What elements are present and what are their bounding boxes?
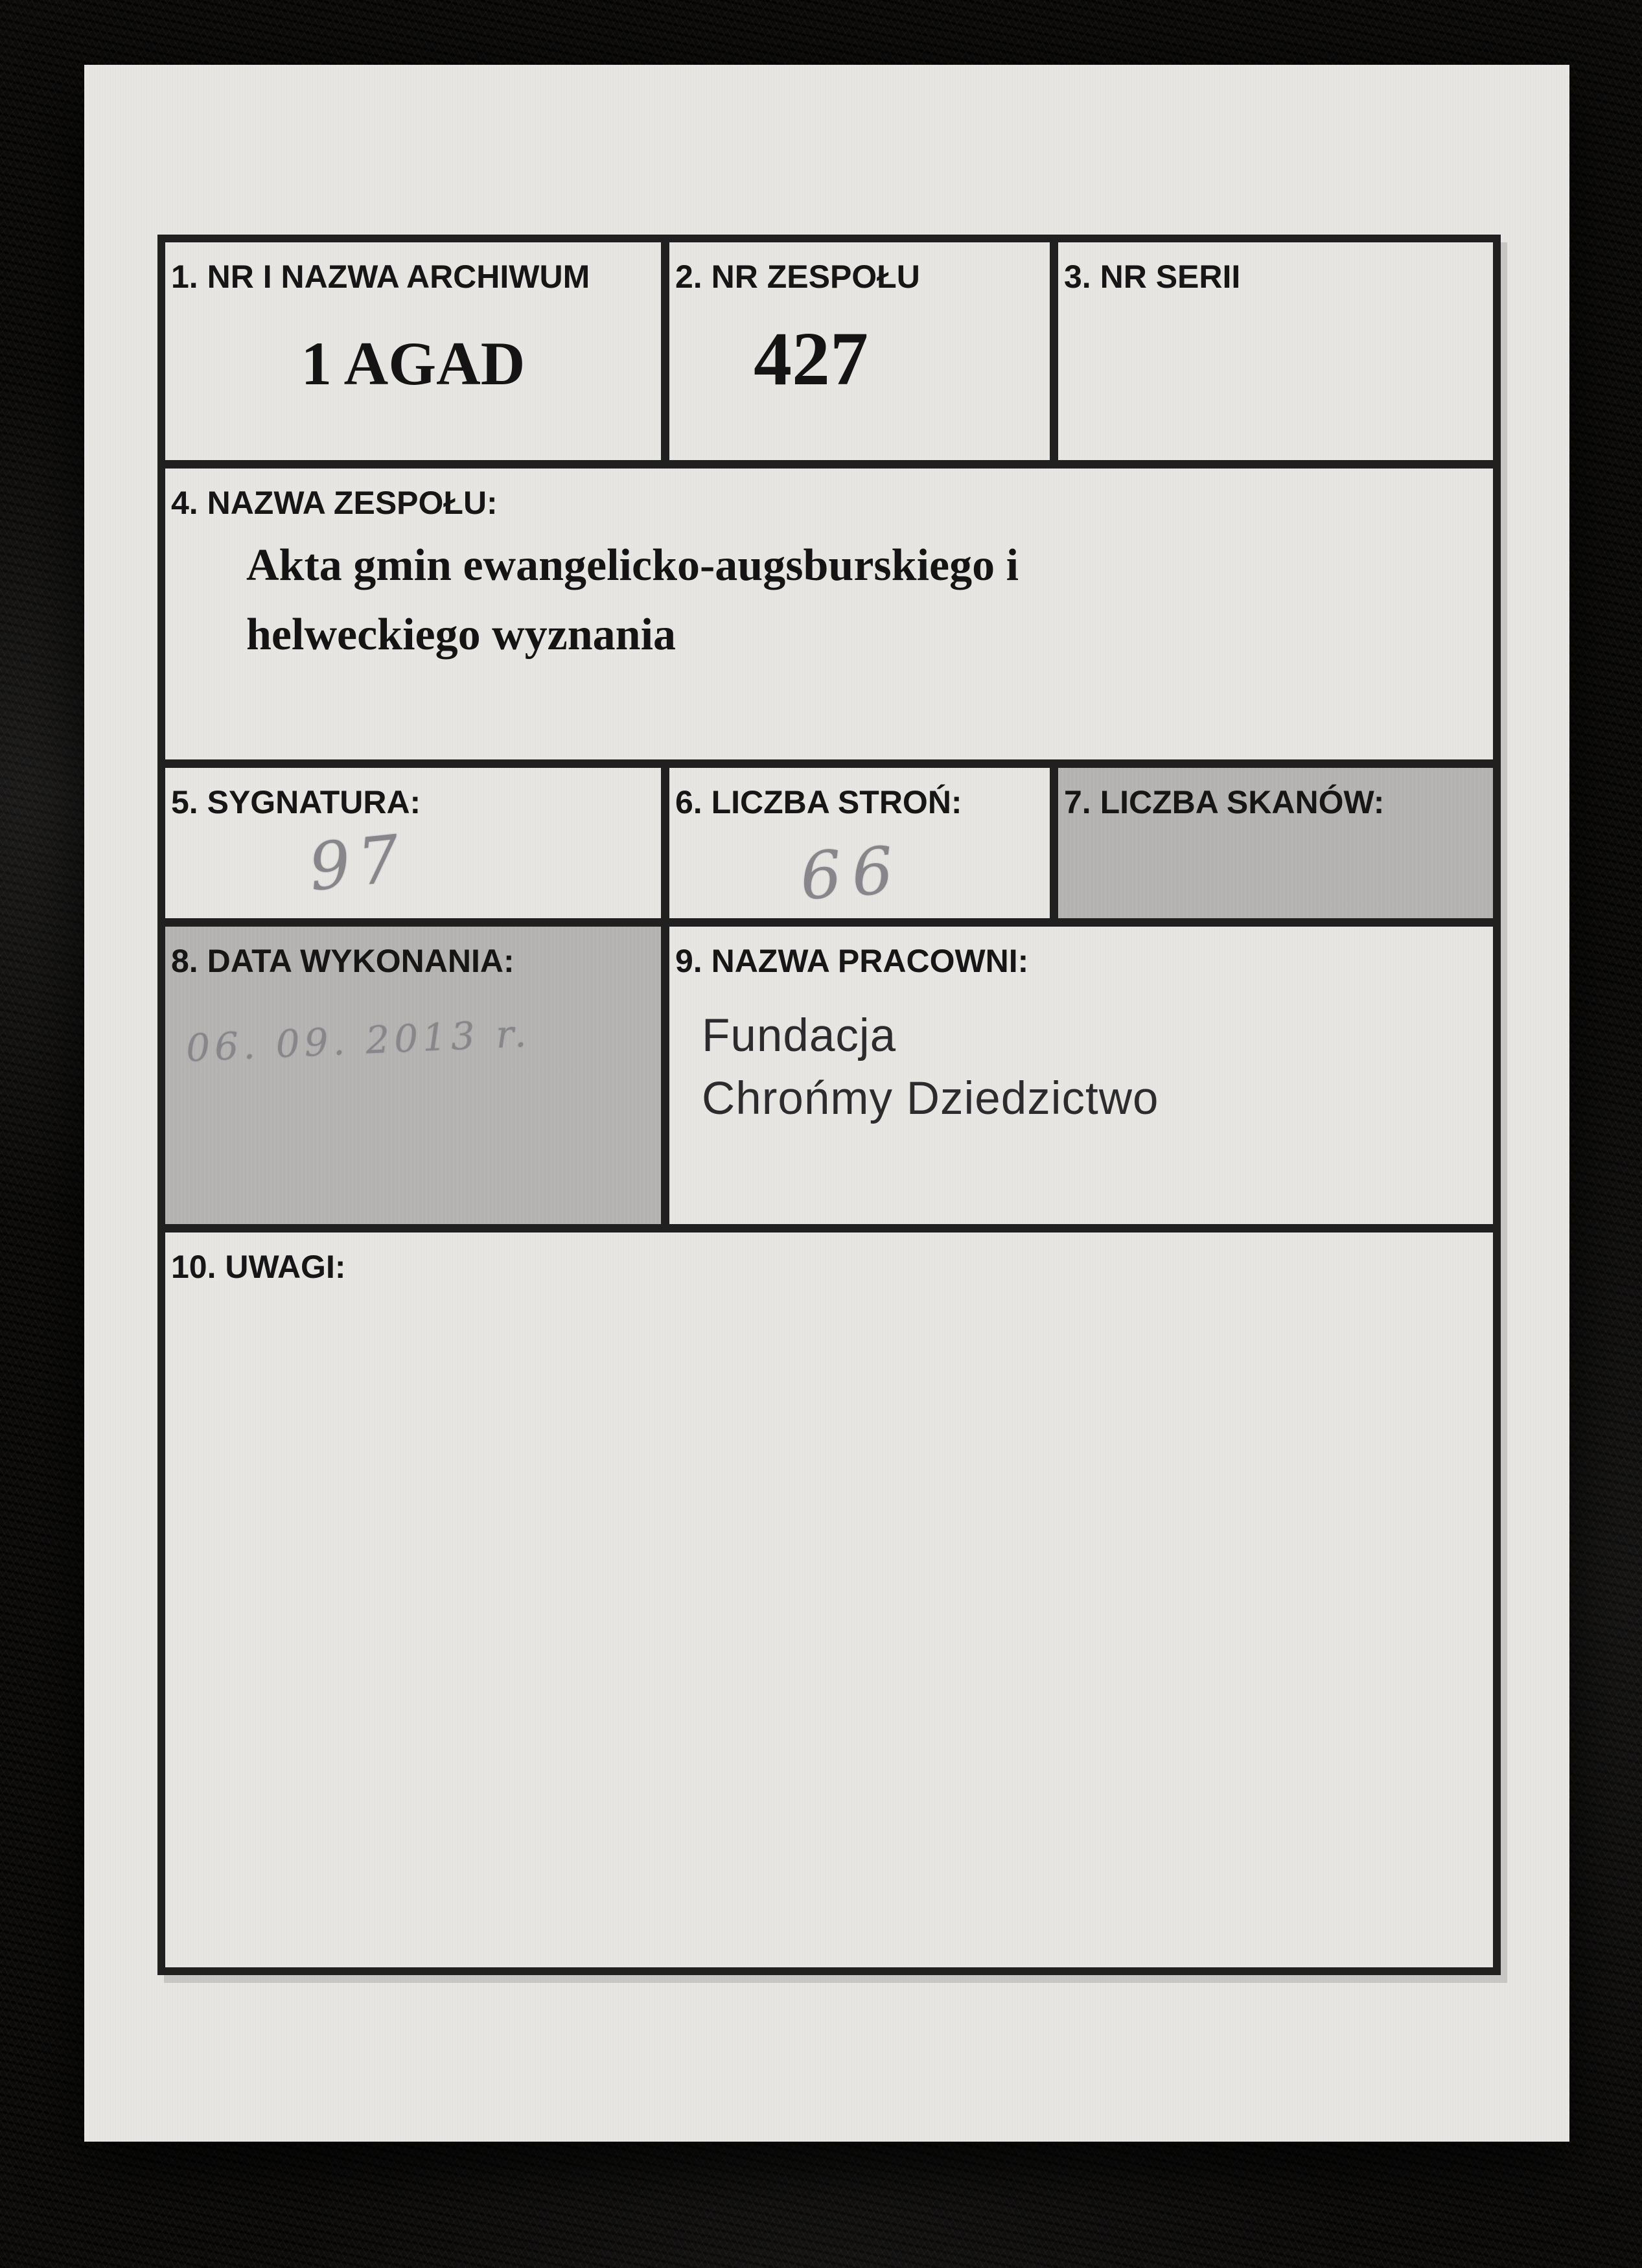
- table-row-2: [165, 469, 1493, 768]
- cell-liczba-stron: [669, 768, 1058, 918]
- cell-nr-i-nazwa-archiwum: [165, 242, 669, 460]
- cell-data-wykonania: [165, 927, 669, 1224]
- nazwa-pracowni-label: 9. NAZWA PRACOWNI:: [675, 943, 1029, 979]
- liczba-stron-handwritten-value: 66: [798, 831, 907, 915]
- nazwa-zespolu-line-2: helweckiego wyznania: [246, 610, 676, 660]
- cell-liczba-skanow: [1058, 768, 1493, 918]
- nazwa-zespolu-value: [246, 531, 1019, 669]
- table-row-4: [165, 927, 1493, 1232]
- nr-zespolu-value: 427: [754, 316, 868, 401]
- data-wykonania-label: 8. DATA WYKONANIA:: [171, 943, 515, 979]
- paper-sheet: [84, 65, 1569, 2142]
- nazwa-pracowni-line-2: Chrońmy Dziedzictwo: [702, 1073, 1159, 1124]
- cell-nazwa-zespolu: [165, 469, 1493, 759]
- liczba-stron-label: 6. LICZBA STROŃ:: [675, 784, 962, 820]
- sygnatura-handwritten-value: 97: [305, 820, 411, 906]
- archiwum-label: 1. NR I NAZWA ARCHIWUM: [171, 259, 590, 295]
- cell-nr-serii: [1058, 242, 1493, 460]
- table-row-3: [165, 768, 1493, 927]
- table-row-5: [165, 1232, 1493, 1967]
- archiwum-value: 1 AGAD: [301, 329, 526, 398]
- liczba-skanow-label: 7. LICZBA SKANÓW:: [1064, 784, 1385, 820]
- nazwa-pracowni-line-1: Fundacja: [702, 1010, 897, 1061]
- sygnatura-label: 5. SYGNATURA:: [171, 784, 421, 820]
- cell-uwagi: [165, 1232, 1493, 1967]
- table-row-1: [165, 242, 1493, 469]
- cell-sygnatura: [165, 768, 669, 918]
- nazwa-zespolu-line-1: Akta gmin ewangelicko-augsburskiego i: [246, 540, 1019, 590]
- nazwa-pracowni-value: [702, 1004, 1159, 1130]
- uwagi-label: 10. UWAGI:: [171, 1249, 346, 1285]
- cell-nr-zespolu: [669, 242, 1058, 460]
- data-wykonania-handwritten-value: 06. 09. 2013 r.: [185, 1011, 532, 1070]
- nr-zespolu-label: 2. NR ZESPOŁU: [675, 259, 920, 295]
- archive-form-table: [157, 235, 1501, 1975]
- nazwa-zespolu-label: 4. NAZWA ZESPOŁU:: [171, 485, 498, 521]
- cell-nazwa-pracowni: [669, 927, 1493, 1224]
- nr-serii-label: 3. NR SERII: [1064, 259, 1241, 295]
